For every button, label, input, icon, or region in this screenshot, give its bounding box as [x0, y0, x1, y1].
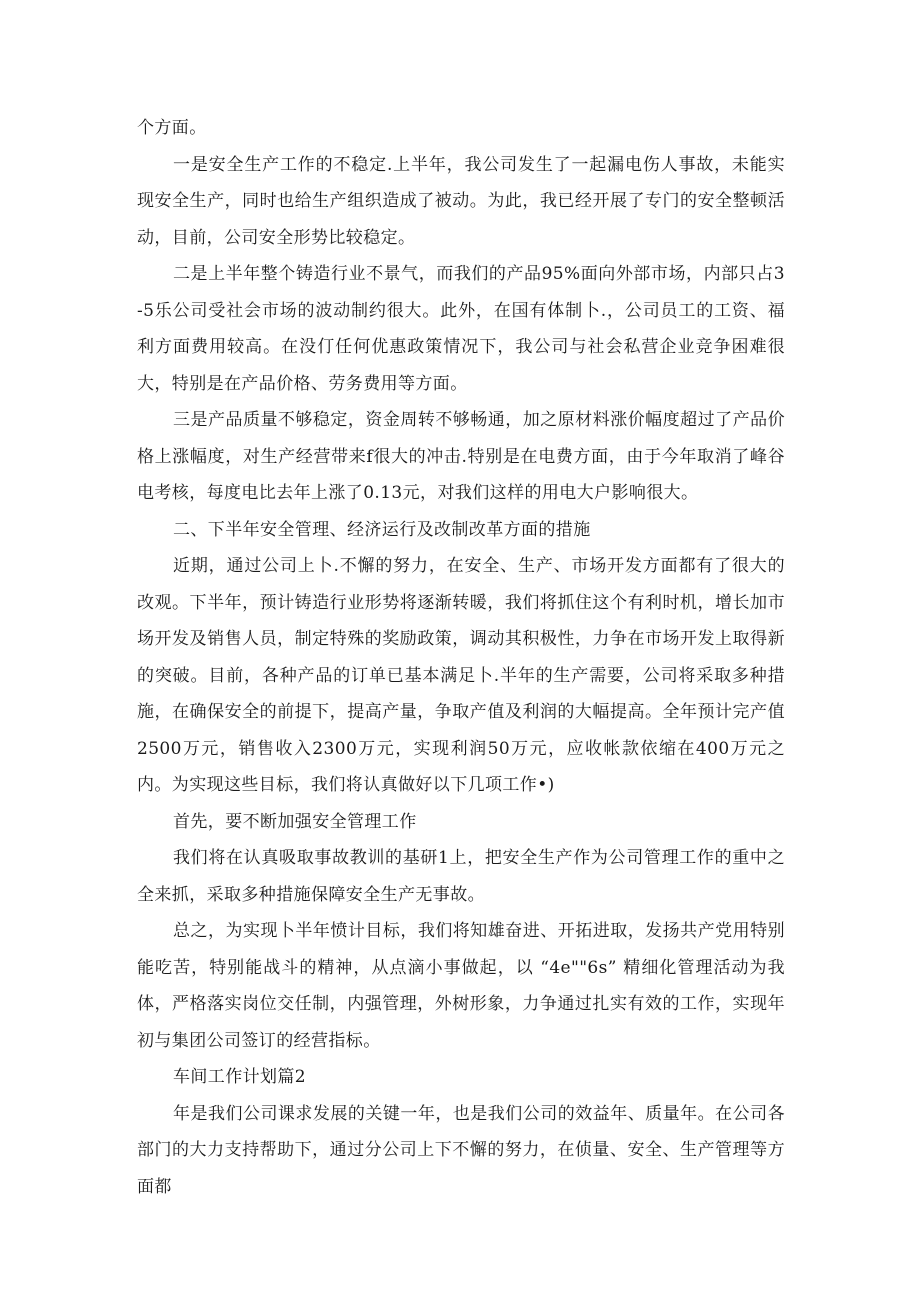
paragraph-continuation: 个方面。: [137, 118, 207, 138]
section-heading-measures: 二、下半年安全管理、经济运行及改制改革方面的措施: [173, 519, 591, 540]
paragraph-market-issue: 二是上半年整个铸造行业不景气，而我们的产品95%面向外部市场，内部只占3-5乐公司受社会市场的波动制约很大。此外，在国有体制卜.，公司员工的工资、福利方面费用较高。在没仃任何优惠政策情况下，我公司与社会私营企业竞争困难很大，特别是在产品价格、劳务费用等方面。: [137, 264, 785, 394]
document-body: [137, 110, 785, 1205]
paragraph-plan-2-intro: 年是我们公司课求发展的关键一年，也是我们公司的效益年、质量年。在公司各部门的大力支持帮助下，通过分公司上下不懈的努力，在侦量、安全、生产管理等方面都: [137, 1103, 785, 1197]
subheading-safety-management: 首先，要不断加强安全管理工作: [173, 811, 417, 832]
paragraph-safety-lessons: 我们将在认真吸取事故教训的基研1上，把安全生产作为公司管理工作的重中之全来抓，采取多种措施保障安全生产无事故。: [137, 848, 785, 905]
section-heading-plan-2: 车间工作计划篇2: [173, 1067, 307, 1087]
paragraph-safety-issue: 一是安全生产工作的不稳定.上半年，我公司发生了一起漏电伤人事故，未能实现安全生产，同时也给生产组织造成了被动。为此，我已经开展了专门的安全整顿活动，目前，公司安全形势比较稳定。: [137, 154, 785, 248]
paragraph-second-half-plan: 近期，通过公司上卜.不懈的努力，在安全、生产、市场开发方面都有了很大的改观。下半年，预计铸造行业形势将逐渐转暖，我们将抓住这个有利时机，增长加市场开发及销售人员，制定特殊的奖励政策，调动其积极性，力争在市场开发上取得新的突破。目前，各种产品的订单已基本满足卜.半年的生产需要，公司将采取多种措施，在确保安全的前提下，提高产量，争取产值及利润的大幅提高。全年预计完产值2500万元，销售收入2300万元，实现利润50万元，应收帐款依缩在400万元之内。为实现这些目标，我们将认真做好以下几项工作•): [137, 556, 785, 795]
paragraph-quality-issue: 三是产品质量不够稳定，资金周转不够畅通，加之原材料涨价幅度超过了产品价格上涨幅度，对生产经营带来f很大的冲击.特别是在电费方面，由于今年取消了峰谷电考核，每度电比去年上涨了0.13元，对我们这样的用电大户影响很大。: [137, 410, 785, 503]
paragraph-conclusion: 总之，为实现卜半年愤计目标，我们将知雄奋进、开拓进取，发扬共产党用特别能吃苦，特别能战斗的精神，从点滴小事做起，以 “4e""6s” 精细化管理活动为我体，严格落实岗位交任制，内强管理，外树形象，力争通过扎实有效的工作，实现年初与集团公司签订的经营指标。: [137, 921, 785, 1051]
